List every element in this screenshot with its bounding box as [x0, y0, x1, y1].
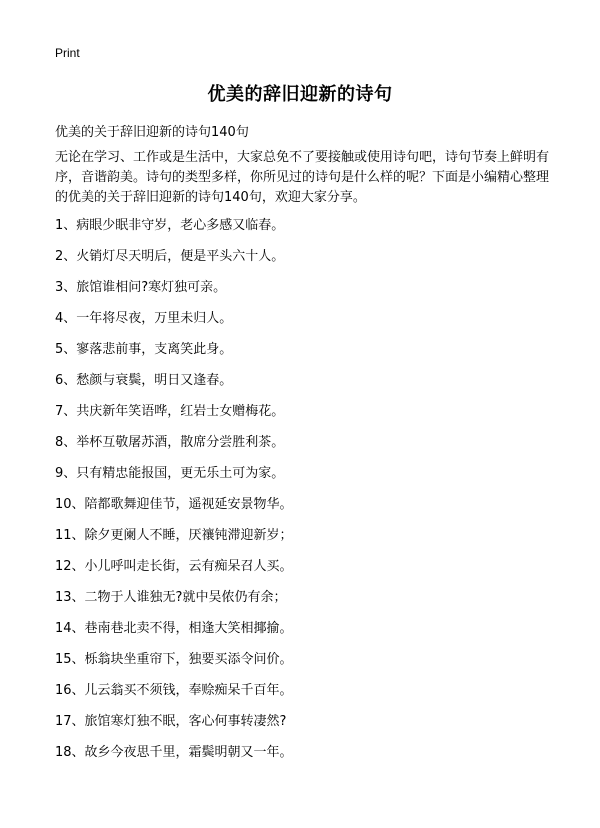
- poem-line: 10、陪都歌舞迎佳节，遥视延安景物华。: [55, 497, 293, 512]
- poem-line: 9、只有精忠能报国，更无乐土可为家。: [55, 466, 285, 481]
- poem-line: 2、火销灯尽天明后，便是平头六十人。: [55, 249, 285, 264]
- poem-line: 17、旅馆寒灯独不眠，客心何事转凄然?: [55, 714, 287, 729]
- poem-line: 12、小儿呼叫走长街，云有痴呆召人买。: [55, 559, 293, 574]
- poem-line: 3、旅馆谁相问?寒灯独可亲。: [55, 280, 227, 295]
- poem-line: 18、故乡今夜思千里，霜鬓明朝又一年。: [55, 745, 293, 760]
- poem-line: 7、共庆新年笑语哗，红岩士女赠梅花。: [55, 404, 285, 419]
- poem-line: 16、儿云翁买不须钱，奉赊痴呆千百年。: [55, 683, 293, 698]
- poem-line: 1、病眼少眠非守岁，老心多感又临春。: [55, 218, 285, 233]
- poem-line: 15、栎翁块坐重帘下，独要买添令问价。: [55, 652, 293, 667]
- poem-line: 8、举杯互敬屠苏酒，散席分尝胜利茶。: [55, 435, 285, 450]
- poem-line: 5、寥落悲前事，支离笑此身。: [55, 342, 233, 357]
- poem-line: 14、巷南巷北卖不得，相逢大笑相揶揄。: [55, 621, 293, 636]
- intro-paragraph: 无论在学习、工作或是生活中，大家总免不了要接触或使用诗句吧，诗句节奏上鲜明有序，音谐韵美。诗句的类型多样，你所见过的诗句是什么样的呢？下面是小编精心整理的优美的关于辞旧迎新的诗句140句，欢迎大家分享。: [55, 150, 550, 205]
- poem-line: 4、一年将尽夜，万里未归人。: [55, 311, 233, 326]
- page-title: 优美的辞旧迎新的诗句: [207, 84, 393, 105]
- print-link[interactable]: Print: [55, 46, 80, 60]
- poem-line: 11、除夕更阑人不睡，厌禳钝滞迎新岁；: [55, 528, 293, 543]
- poem-list: [55, 215, 555, 773]
- article-subtitle: 优美的关于辞旧迎新的诗句140句: [55, 125, 249, 140]
- poem-line: 6、愁颜与衰鬓，明日又逢春。: [55, 373, 233, 388]
- poem-line: 13、二物于人谁独无?就中吴侬仍有余；: [55, 590, 287, 605]
